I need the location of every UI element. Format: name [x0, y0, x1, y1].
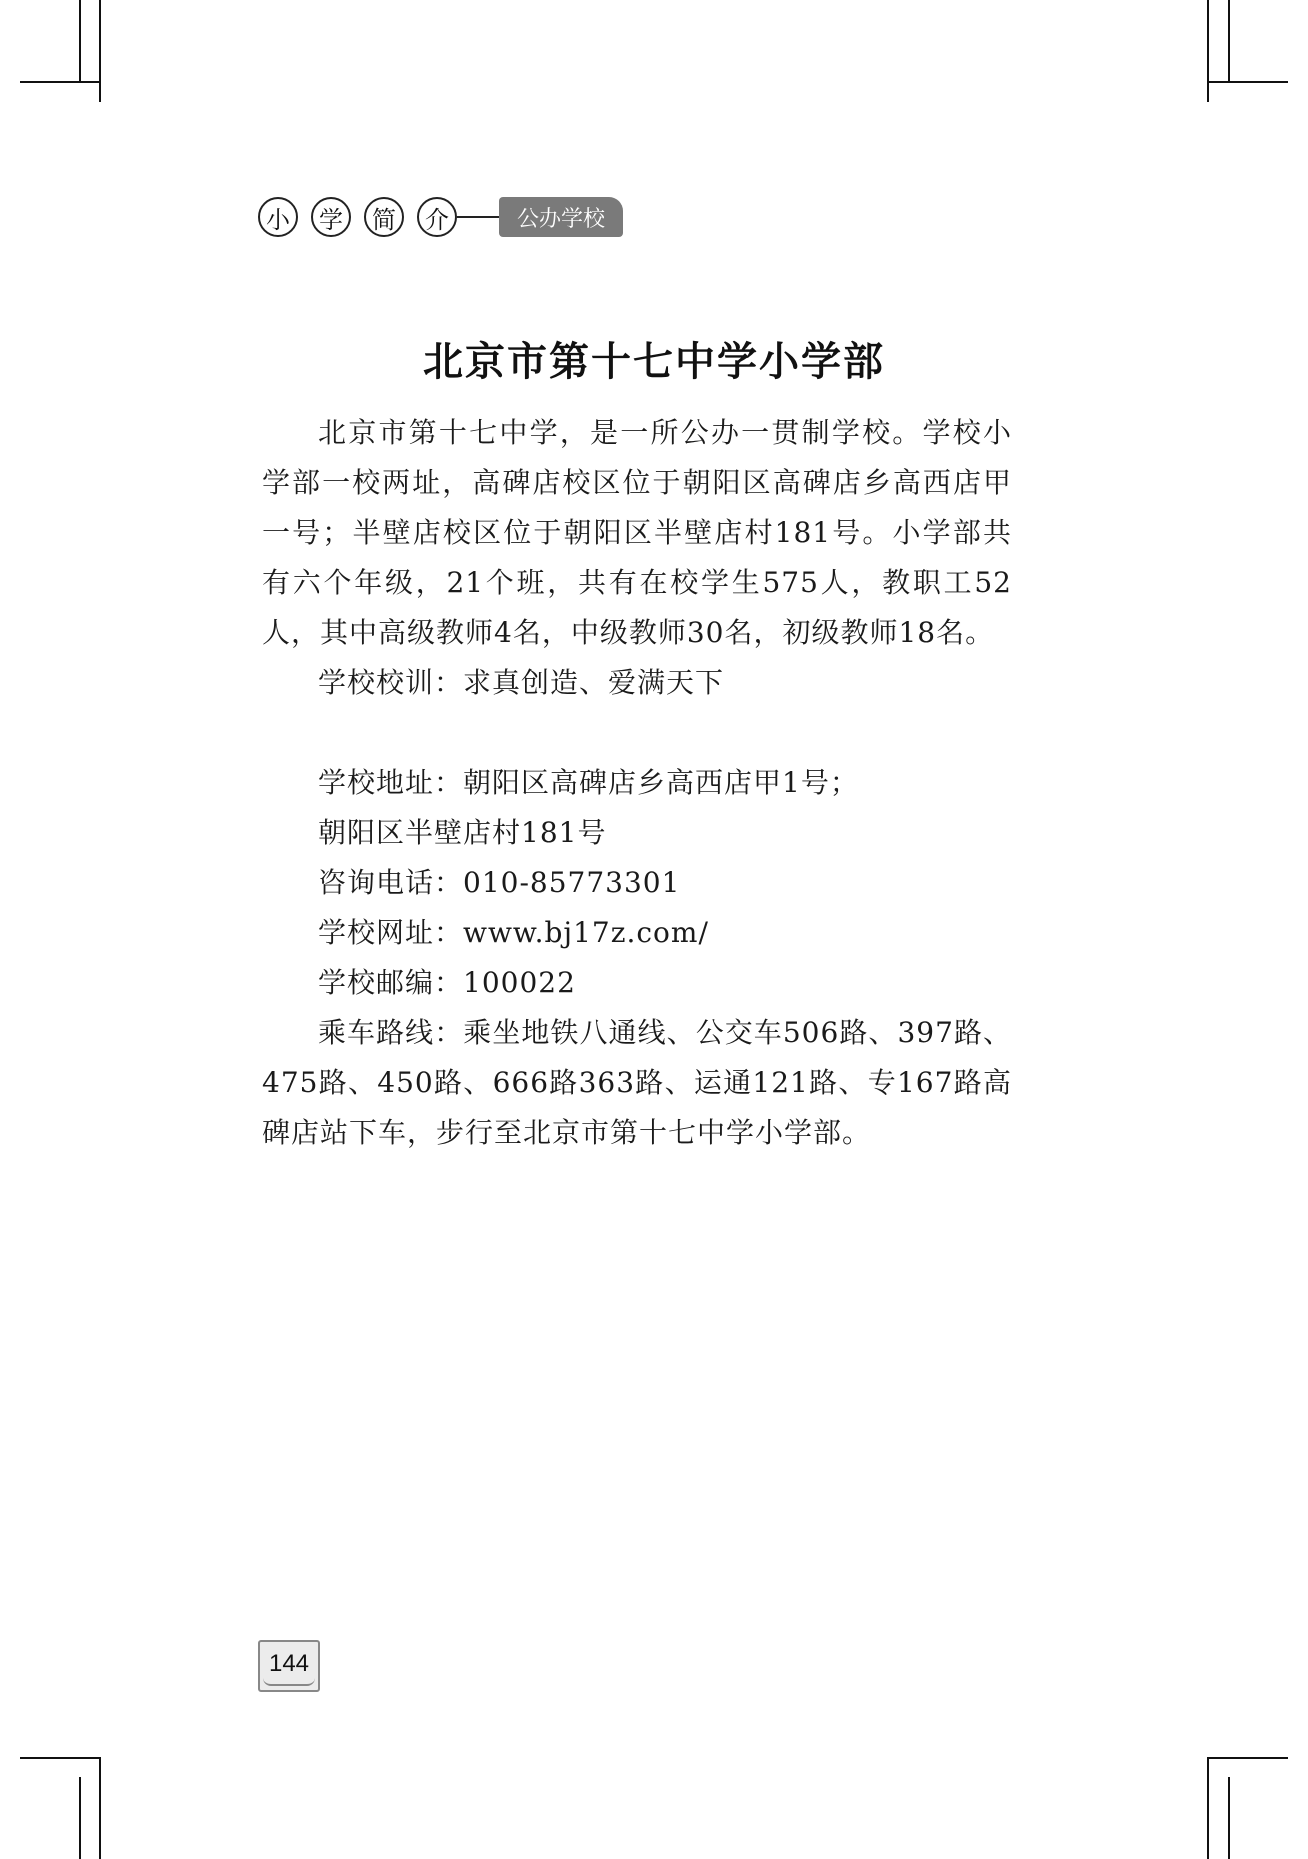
header-circle-char: 简 — [364, 197, 404, 237]
address-line-2: 朝阳区半壁店村181号 — [318, 816, 607, 849]
header-circle-char: 介 — [417, 197, 457, 237]
article-body — [262, 408, 1012, 1158]
crop-mark — [1207, 81, 1288, 83]
crop-mark — [99, 1757, 101, 1859]
crop-mark — [79, 1777, 81, 1859]
header-connector — [457, 216, 499, 218]
motto-paragraph: 学校校训：求真创造、爱满天下 — [318, 666, 725, 699]
crop-mark — [20, 1757, 101, 1759]
crop-mark — [1228, 0, 1230, 82]
postcode-line: 学校邮编：100022 — [318, 966, 576, 999]
route-paragraph: 乘车路线：乘坐地铁八通线、公交车506路、397路、475路、450路、666路363路、运通121路、专167路高碑店站下车，步行至北京市第十七中学小学部。 — [262, 1016, 1012, 1149]
page-title: 北京市第十七中学小学部 — [423, 339, 885, 385]
address-line: 学校地址：朝阳区高碑店乡高西店甲1号； — [318, 766, 859, 799]
section-header — [258, 195, 623, 239]
header-circle-char: 学 — [311, 197, 351, 237]
phone-line: 咨询电话：010-85773301 — [318, 866, 681, 899]
category-badge: 公办学校 — [499, 197, 623, 237]
crop-mark — [1207, 1757, 1209, 1859]
page-number: 144 — [258, 1640, 320, 1692]
crop-mark — [1228, 1777, 1230, 1859]
crop-mark — [20, 81, 101, 83]
intro-paragraph: 北京市第十七中学，是一所公办一贯制学校。学校小学部一校两址，高碑店校区位于朝阳区高碑店乡高西店甲一号；半壁店校区位于朝阳区半壁店村181号。小学部共有六个年级，21个班，共有在校学生575人，教职工52人，其中高级教师4名，中级教师30名，初级教师18名。 — [262, 416, 1012, 649]
crop-mark — [99, 0, 101, 102]
spacer — [262, 708, 1012, 758]
website-line: 学校网址：www.bj17z.com/ — [318, 916, 709, 949]
crop-mark — [1207, 1757, 1288, 1759]
crop-mark — [1207, 0, 1209, 102]
crop-mark — [79, 0, 81, 82]
header-circle-char: 小 — [258, 197, 298, 237]
